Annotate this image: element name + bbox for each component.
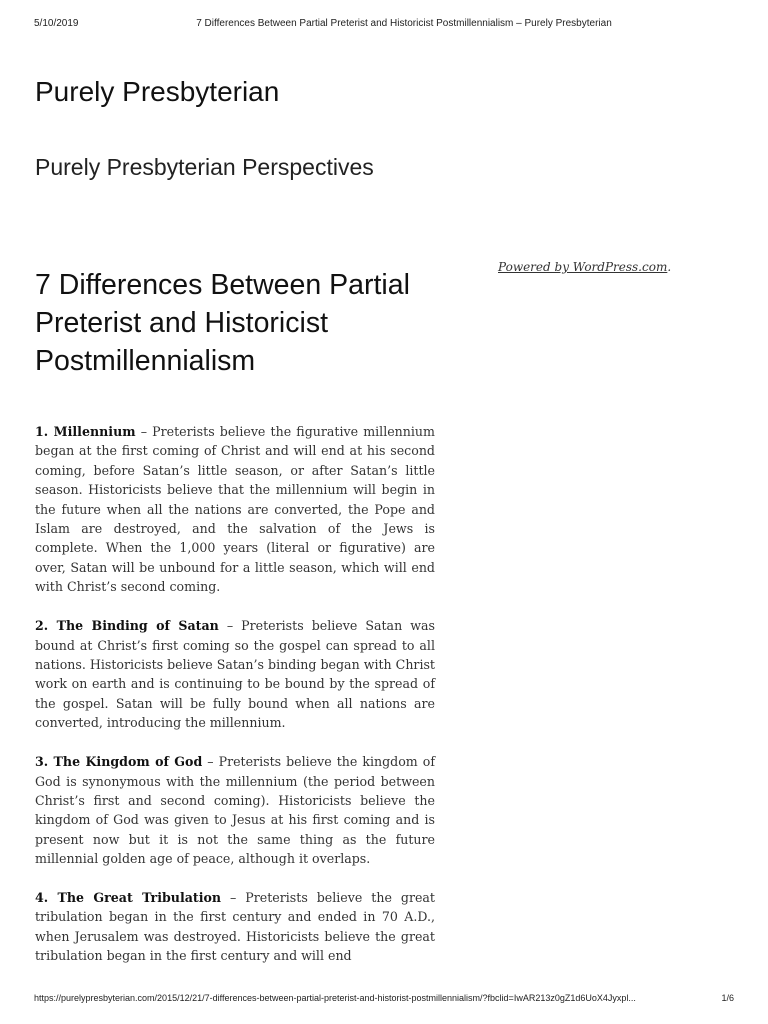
section-text: Preterists believe the figurative millennium began at the first coming of Christ and will end at his second coming, before Satan’s little season, or after Satan’s little season. Historicists believe that the millennium will begin in the future when all the nations are converted, the Pope and Islam are destroyed, and the salvation of the Jews is complete. When the 1,000 years (literal or figurative) are over, Satan will be unbound for a little season, which will end with Christ’s second coming.	[35, 424, 435, 595]
sidebar-widget	[498, 260, 671, 274]
print-header	[34, 18, 734, 29]
print-url: https://purelypresbyterian.com/2015/12/21/7-differences-between-partial-preterist-and-historist-postmillennialism/?fbclid=IwAR213z0gZ1d6UoX4Jyxpl...	[34, 993, 636, 1003]
print-date: 5/10/2019	[34, 18, 79, 29]
heading-separator: –	[202, 754, 219, 770]
article-paragraph	[35, 422, 435, 597]
site-title[interactable]: Purely Presbyterian	[35, 76, 280, 107]
section-heading: 1. Millennium	[35, 424, 136, 439]
heading-separator: –	[218, 618, 242, 634]
article-title: 7 Differences Between Partial Preterist and Historicist Postmillennialism	[35, 269, 410, 377]
article-paragraph	[35, 616, 435, 732]
site-tagline: Purely Presbyterian Perspectives	[35, 154, 374, 180]
section-heading: 2. The Binding of Satan	[35, 618, 219, 634]
section-heading: 4. The Great Tribulation	[35, 890, 222, 906]
heading-separator: –	[135, 424, 153, 439]
section-heading: 3. The Kingdom of God	[35, 754, 203, 770]
heading-separator: –	[221, 890, 246, 906]
article-body	[35, 422, 435, 985]
article-paragraph	[35, 888, 435, 966]
section-text: Preterists believe Satan was bound at Christ’s first coming so the gospel can spread to all nations. Historicists believe Satan’s binding began with Christ work on earth and is continuing to be bound by the spread of the gospel. Satan will be fully bound when all nations are converted, introducing the millennium.	[35, 618, 435, 731]
print-page-number: 1/6	[721, 993, 734, 1003]
article-paragraph	[35, 752, 435, 868]
powered-by-period: .	[667, 260, 672, 274]
section-text: Preterists believe the kingdom of God is synonymous with the millennium (the period between Christ’s first and second coming). Historicists believe the kingdom of God was given to Jesus at his first coming and is present now but it is not the same thing as the future millennial golden age of peace, although it overlaps.	[35, 754, 436, 867]
print-page-title: 7 Differences Between Partial Preterist and Historicist Postmillennialism – Purely Presbyterian	[196, 18, 612, 29]
section-text: Preterists believe the great tribulation began in the first century and ended in 70 A.D., when Jerusalem was destroyed. Historicists believe the great tribulation began in the first century and will end	[35, 890, 435, 964]
powered-by-link[interactable]: Powered by WordPress.com	[498, 260, 668, 274]
